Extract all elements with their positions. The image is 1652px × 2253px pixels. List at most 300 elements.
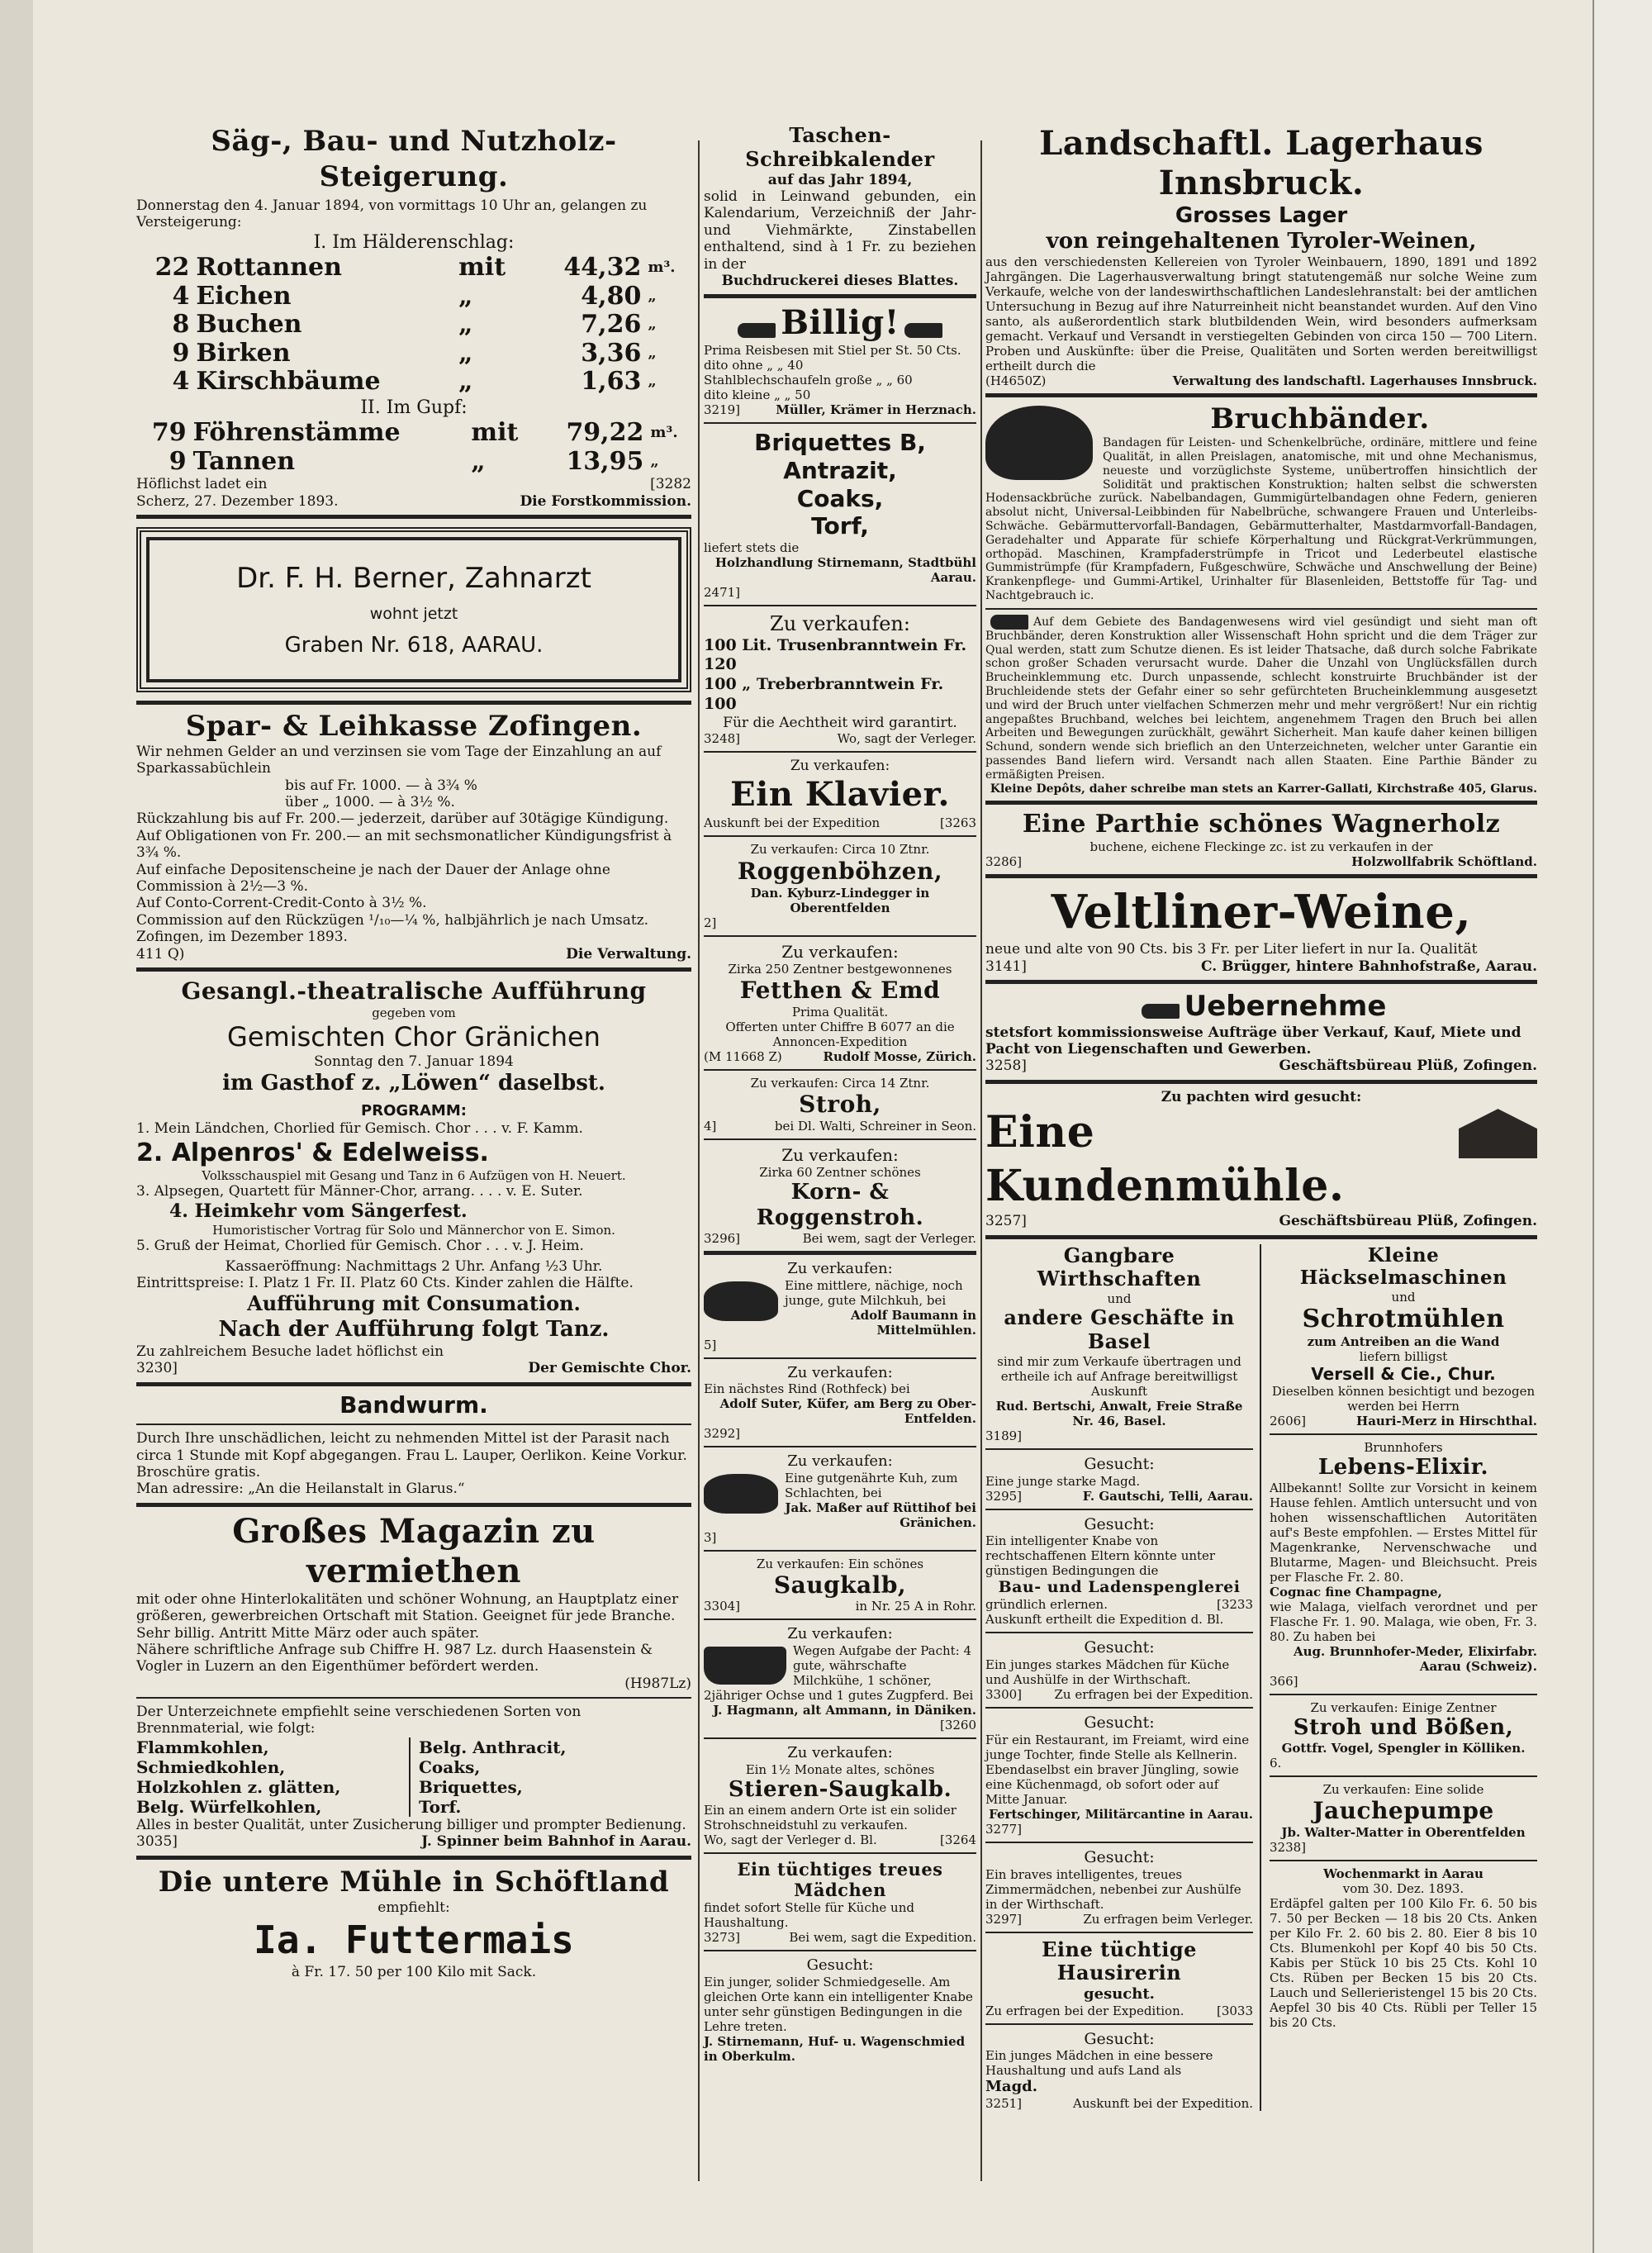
apprentice-title: Bau- und Ladenspenglerei [998, 1578, 1241, 1597]
wagon-wood-ref: 3286] [985, 854, 1023, 870]
veltliner-ad [985, 883, 1537, 975]
brandy-head: Zu verkaufen: [770, 611, 910, 635]
fuel-item: Schmiedkohlen, [136, 1756, 286, 1777]
fuel-item: Briquettes, [419, 1776, 523, 1797]
maid-sign: Bei wem, sagt die Expedition. [789, 1930, 976, 1946]
market-text: Erdäpfel galten per 100 Kilo Fr. 6. 50 bis 7. 50 per Becken — 18 bis 20 Cts. Anken per Kilo Fr. 2. 60 bis 2. 80. Eier 8 bis 10 Cts. Blumenkohl per Kopf 40 bis 50 Cts. Kabis per Stück 10 bis 25 Cts. Kohl 10 Cts. Rüben per Becken 15 bis 20 Cts. Lauch und Sellerieristengel 15 bis 20 Cts. Aepfel 30 bis 40 Cts. Rübli per Teller 15 bis 20 Cts. [1270, 1895, 1537, 2030]
wood-auction-row [136, 448, 691, 477]
milk-cow-head: Zu verkaufen: [787, 1260, 893, 1278]
cheap-line: dito kleine „ „ 50 [704, 387, 811, 403]
wood-auction-row [136, 254, 691, 283]
cheap-ad [704, 303, 976, 417]
wood-auction-mit: „ [471, 446, 486, 476]
piano-text: Auskunft bei der Expedition [704, 815, 881, 831]
fuel-quality: Alles in bester Qualität, unter Zusicherung billiger und prompter Bedienung. [136, 1816, 686, 1833]
cow-ref: 3] [704, 1529, 717, 1545]
chambermaid-head: Gesucht: [1084, 1847, 1155, 1866]
truss-title: Bruchbänder. [1210, 402, 1430, 436]
farm-maid-title: Magd. [985, 2078, 1038, 2096]
savings-bank-sign: Die Verwaltung. [566, 945, 691, 963]
rye-straw-title: Korn- & Roggenstroh. [756, 1179, 924, 1230]
milk-cow-ad [704, 1260, 976, 1352]
waitress-head: Gesucht: [1084, 1713, 1155, 1732]
wood-auction-title: Säg-, Bau- und Nutzholz-Steigerung. [211, 125, 617, 193]
brandy-ref: 3248] [704, 731, 741, 747]
peddler-title: Eine tüchtige Hausirerin [1042, 1937, 1197, 1985]
wood-auction-val: 79,22 [566, 418, 644, 448]
wine-warehouse-title: Landschaftl. Lagerhaus Innsbruck. [1039, 124, 1483, 202]
fuel-ref: 3035] [136, 1833, 178, 1851]
truss-text: Auf dem Gebiete des Bandagenwesens wird viel gesündigt und sieht man oft Bruchbänder, deren Konstruktion aller Wissenschaft Hohn spricht und die dem Träger zur Qual werden, statt zum Schutze dienen. Es ist leider Thatsache, daß durch solche Fabrikate schon großer Schaden verursacht wurde. Daher die Unzahl von Unglücksfällen durch Brucheinklemmung etc. Durch unpassende, schlecht konstruirte Bruchbänder ist der Bruchleidende stets der Gefahr einer so sehr gefürchteten Brucheinklemmung ausgesetzt und wird der Bruch unter vielfachen Schmerzen mehr und mehr vergrößert! Nur ein richtig angepaßtes Bruchband, welches bei leichtem, angenehmem Tragen den Bruch bei allen Arbeiten und Bewegungen zurückhält, gewährt Sicherheit. Man kaufe daher keinen billigen Schund, sondern wende sich brieflich an den Unterzeichneten, welcher unter Garantie ein passendes Band liefern wird. Versandt nach allen Staaten. Eine Parthie Bänder zu ermäßigten Preisen. [985, 615, 1537, 782]
calf-head: Zu verkaufen: Ein schönes [756, 1556, 924, 1571]
divider [985, 1080, 1537, 1084]
apprentice-sign: Auskunft ertheilt die Expedition d. Bl. [985, 1612, 1224, 1628]
piano-head: Zu verkaufen: [790, 758, 890, 775]
warehouse-ad [136, 1512, 691, 1692]
choir-program-item: 1. Mein Ländchen, Chorlied für Gemisch. Chor . . . v. F. Kamm. [136, 1120, 583, 1138]
choir-given: gegeben vom [372, 1005, 456, 1020]
milk-cow-sign: Adolf Baumann in Mittelmühlen. [850, 1307, 976, 1338]
divider [1270, 1433, 1537, 1435]
straw-sign: bei Dl. Walti, Schreiner in Seon. [774, 1118, 976, 1134]
cow-icon [704, 1474, 778, 1514]
piano-ref: [3263 [939, 815, 976, 831]
elixir-head: Brunnhofers [1364, 1439, 1443, 1455]
maid-wanted-head: Gesucht: [1084, 1454, 1155, 1473]
pump-head: Zu verkaufen: Eine solide [1322, 1782, 1484, 1798]
chaff-cutter-and: und [1391, 1289, 1416, 1305]
choir-note: Nach der Aufführung folgt Tanz. [218, 1317, 610, 1343]
straw-ad [704, 1076, 976, 1134]
dentist-ad [136, 527, 691, 692]
cow-ad [704, 1452, 976, 1545]
fuel-item: Holzkohlen z. glätten, [136, 1776, 341, 1797]
divider [704, 1550, 976, 1552]
chambermaid-ad [985, 1848, 1253, 1927]
wood-auction-row [136, 368, 691, 397]
rye-straw-ref: 3296] [704, 1231, 741, 1247]
divider [704, 1357, 976, 1359]
choir-title: Gesangl.-theatralische Aufführung [181, 977, 647, 1005]
rye-straw-ad [704, 1145, 976, 1246]
divider [1270, 1775, 1537, 1777]
hay-ad [704, 942, 976, 1064]
savings-bank-rate: über „ 1000. — à 3½ %. [285, 794, 455, 811]
horse-cart-icon [704, 1647, 786, 1685]
truss-text: Bandagen für Leisten- und Schenkelbrüche, ordinäre, mittlere und feine Qualität, in allen Preislagen, anatomische, mit und ohne Mechanismus, neueste und vorzüglichste Systeme, unübertroffen hinsichtlich der Solidität und praktischen Konstruktion; halten selbst die schwersten Hodensackbrüche zurück. Nabelbandagen, Gummigürtelbandagen ohne Federn, genieren absolut nicht, Universal-Leibbinden für Nabelbrüche, schwangere Frauen und Unterleibs-Schwäche. Gebärmuttervorfall-Bandagen, Gebärmutterhalter, Mastdarmvorfall-Bandagen, Geradehalter und Apparate für schiefe Körperhaltung und Rückgrat-Verkrümmungen, orthopäd. Maschinen, Krampfaderstrümpfe in Tricot und Lederbeutel elastische Gummistrümpfe (für Krampfadern, Fußgeschwüre, Schwäche und Anschwellung der Beine) Krankenpflege- und Gummi-Artikel, Urinhalter für Blasenleiden, Bettstoffe für Tag- und Nachtgebrauch ic. [985, 436, 1537, 602]
cheap-line: Prima Reisbesen mit Stiel per St. 50 Cts. [704, 343, 961, 359]
wood-auction-n: 8 [172, 310, 190, 340]
wine-warehouse-sub: von reingehaltenen Tyroler-Weinen, [1046, 229, 1477, 254]
maid-wanted-ad [985, 1455, 1253, 1504]
maid-wanted-ref: 3295] [985, 1488, 1023, 1504]
calendar-year: auf das Jahr 1894, [767, 171, 913, 188]
straw-ref: 4] [704, 1118, 717, 1134]
hay-ref: (M 11668 Z) [704, 1049, 782, 1065]
briquettes-item: Antrazit, [783, 456, 897, 484]
commission-ref: 3258] [985, 1058, 1027, 1075]
rye-head: Zu verkaufen: Circa 10 Ztnr. [750, 842, 930, 858]
savings-bank-title: Spar- & Leihkasse Zofingen. [185, 710, 643, 744]
choir-program-note: Humoristischer Vortrag für Solo und Männerchor von E. Simon. [212, 1223, 615, 1238]
wood-auction-row [136, 311, 691, 340]
waitress-ref: 3277] [985, 1821, 1023, 1837]
divider [704, 1251, 976, 1255]
calf-sign: in Nr. 25 A in Rohr. [855, 1599, 976, 1614]
wood-auction-unit: „ [648, 287, 657, 305]
market-report [1270, 1866, 1537, 2030]
divider [985, 1932, 1253, 1933]
divider [704, 1138, 976, 1140]
cow-sign: Jak. Maßer auf Rüttihof bei Gränichen. [785, 1500, 976, 1530]
tapeworm-ad [136, 1391, 691, 1498]
savings-bank-text: Wir nehmen Gelder an und verzinsen sie vom Tage der Einzahlung an auf Sparkassabüchlein [136, 743, 662, 777]
kitchen-maid-ad [985, 1638, 1253, 1702]
wood-auction-section: I. Im Hälderenschlag: [313, 231, 515, 253]
heifer-ad [704, 1364, 976, 1442]
mill-sign: Geschäftsbüreau Plüß, Zofingen. [1279, 1213, 1537, 1230]
wood-auction-n: 22 [154, 253, 190, 283]
briquettes-ad [704, 429, 976, 599]
wood-auction-mit: mit [471, 418, 519, 448]
wood-auction-row [136, 419, 691, 448]
calendar-ad [704, 124, 976, 289]
divider [985, 980, 1537, 984]
smith-sign: J. Stirnemann, Huf- u. Wagenschmied in Oberkulm. [704, 2033, 966, 2064]
chambermaid-text: Ein braves intelligentes, treues Zimmermädchen, nebenbei zur Aushülfe in der Wirthschaft. [985, 1866, 1241, 1912]
choir-ad [136, 977, 691, 1377]
cow-head: Zu verkaufen: [787, 1452, 893, 1471]
hay-head: Zu verkaufen: [781, 942, 899, 963]
cow-icon [704, 1281, 778, 1321]
calendar-text: solid in Leinwand gebunden, ein Kalendarium, Verzeichniß der Jahr- und Viehmärkte, Zinstabellen enthaltend, sind à 1 Fr. zu beziehen in der [704, 188, 976, 273]
divider [985, 1448, 1253, 1450]
dentist-address: Graben Nr. 618, AARAU. [284, 633, 544, 658]
brandy-ad [704, 611, 976, 746]
wood-auction-val: 4,80 [581, 281, 642, 311]
wood-auction-mit: „ [458, 367, 473, 397]
chaff-cutter-sign: Versell & Cie., Chur. [1311, 1363, 1496, 1384]
straw-bundles-ad [1270, 1700, 1537, 1771]
wine-warehouse-sub: Grosses Lager [1175, 203, 1348, 228]
cheap-line: dito ohne „ „ 40 [704, 358, 804, 373]
dentist-text: wohnt jetzt [369, 605, 458, 624]
choir-program-item: 4. Heimkehr vom Sängerfest. [169, 1200, 468, 1222]
savings-bank-text: Auf einfache Depositenscheine je nach der Dauer der Anlage ohne Commission à 2½—3 %. [136, 861, 610, 895]
choir-opening: Kassaeröffnung: Nachmittags 2 Uhr. Anfang ½3 Uhr. [225, 1257, 603, 1275]
divider [985, 1509, 1253, 1510]
kitchen-maid-sign: Zu erfragen bei der Expedition. [1054, 1686, 1253, 1702]
divider [136, 1697, 691, 1699]
wood-auction-unit: m³. [650, 424, 678, 442]
choir-ref: 3230] [136, 1360, 178, 1377]
wood-auction-ref: [3282 [650, 476, 691, 493]
peddler-ref: [3033 [1216, 2003, 1253, 2018]
inns-title: Gangbare Wirthschaften [1037, 1243, 1202, 1291]
choir-date: Sonntag den 7. Januar 1894 [314, 1053, 514, 1070]
heifer-ref: 3292] [704, 1426, 741, 1442]
feed-corn-ad [136, 1865, 691, 1981]
wood-auction-unit: „ [648, 316, 657, 334]
fuel-item: Belg. Anthracit, [419, 1737, 567, 1757]
divider [985, 874, 1537, 878]
wood-auction-name: Birken [196, 338, 291, 368]
calf-ref: 3304] [704, 1599, 741, 1614]
divider [985, 2023, 1253, 2025]
wood-auction-mit: „ [458, 310, 473, 340]
choir-sign: Der Gemischte Chor. [528, 1360, 691, 1377]
straw-bundles-ref: 6. [1270, 1756, 1282, 1771]
brandy-line: Für die Aechtheit wird garantirt. [723, 714, 957, 731]
wagon-wood-sign: Holzwollfabrik Schöftland. [1351, 854, 1537, 870]
wood-auction-unit: „ [648, 344, 657, 362]
veltliner-title: Veltliner-Weine, [1051, 885, 1472, 940]
wagon-wood-title: Eine Parthie schönes Wagnerholz [1022, 810, 1501, 839]
column-middle [704, 124, 976, 2064]
tapeworm-title: Bandwurm. [339, 1390, 488, 1419]
wood-auction-val: 13,95 [566, 446, 644, 476]
wood-auction-table [136, 254, 691, 397]
divider [704, 422, 976, 424]
savings-bank-text: Rückzahlung bis auf Fr. 200.— jederzeit, darüber auf 30tägige Kündigung. [136, 810, 669, 828]
wood-auction-table [136, 419, 691, 476]
brandy-line: 100 „ Treberbranntwein Fr. 100 [704, 675, 944, 713]
divider [136, 1856, 691, 1860]
veltliner-ref: 3141] [985, 958, 1027, 975]
feed-corn-sub: empfiehlt: [377, 1899, 450, 1917]
wood-auction-row [136, 283, 691, 311]
wood-auction-name: Buchen [196, 310, 302, 340]
column-rule [980, 140, 982, 2181]
wine-warehouse-ad [985, 124, 1537, 388]
apprentice-ref: [3233 [1216, 1597, 1253, 1613]
savings-bank-text: Commission auf den Rückzügen ¹/₁₀—¼ %, halbjährlich je nach Umsatz. [136, 911, 649, 929]
divider [136, 967, 691, 972]
chaff-cutter-text: liefern billigst [1359, 1348, 1448, 1364]
divider [985, 801, 1537, 805]
milk-cow-ref: 5] [704, 1337, 717, 1352]
chambermaid-sign: Zu erfragen beim Verleger. [1083, 1911, 1253, 1927]
cheap-ref: 3219] [704, 402, 741, 418]
wood-auction-section: II. Im Gupf: [360, 397, 468, 418]
chaff-cutter-sub: zum Antreiben an die Wand [1307, 1333, 1500, 1349]
waitress-text: Für ein Restaurant, im Freiamt, wird eine junge Tochter, finde Stelle als Kellnerin. Ebendaselbst ein braver Jüngling, sowie eine Küchenmagd, ob sofort oder auf Mitte Januar. [985, 1732, 1250, 1807]
fuel-item: Belg. Würfelkohlen, [136, 1796, 322, 1817]
briquettes-text: liefert stets die [704, 539, 800, 555]
tapeworm-address: Man adressire: „An die Heilanstalt in Glarus.“ [136, 1481, 465, 1498]
mill-ad [985, 1089, 1537, 1230]
chaff-cutter-title: Kleine Häckselmaschinen [1299, 1243, 1507, 1290]
lease-ad [704, 1625, 976, 1733]
apprentice-head: Gesucht: [1084, 1514, 1155, 1533]
wood-auction-sign: Die Forstkommission. [520, 492, 691, 510]
rye-sign: Dan. Kyburz-Lindegger in Oberentfelden [750, 886, 930, 916]
warehouse-ref: (H987Lz) [624, 1675, 691, 1692]
wood-auction-unit: „ [650, 452, 659, 470]
divider [985, 608, 1537, 610]
maid-title: Ein tüchtiges treues Mädchen [737, 1858, 943, 1900]
apprentice-text: Ein intelligenter Knabe von rechtschaffenen Eltern könnte unter günstigen Bedingungen die [985, 1533, 1216, 1579]
apprentice-ad [985, 1515, 1253, 1628]
pointing-hand-icon [904, 323, 942, 338]
choir-program-item: 5. Gruß der Heimat, Chorlied für Gemisch. Chor . . . v. J. Heim. [136, 1238, 584, 1255]
calendar-place: Buchdruckerei dieses Blattes. [721, 272, 959, 289]
wagon-wood-ad [985, 810, 1537, 869]
elixir-text: wie Malaga, vielfach verordnet und per Flasche Fr. 1. 90. Malaga, wie oben, Fr. 3. 80. Zu haben bei [1270, 1599, 1537, 1644]
pump-sign: Jb. Walter-Matter in Oberentfelden [1281, 1824, 1526, 1840]
divider [704, 1446, 976, 1447]
choir-program-item: 2. Alpenros' & Edelweiss. [136, 1138, 489, 1167]
divider [985, 1842, 1253, 1843]
waitress-sign: Fertschinger, Militärcantine in Aarau. [989, 1806, 1253, 1822]
briquettes-item: Briquettes B, [754, 429, 926, 457]
fuel-sign: J. Spinner beim Bahnhof in Aarau. [421, 1833, 691, 1851]
farm-maid-sign: Auskunft bei der Expedition. [1073, 2096, 1253, 2112]
pointing-hand-icon [738, 323, 776, 338]
divider [704, 294, 976, 298]
maid-text: findet sofort Stelle für Küche und Haushaltung. [704, 1900, 914, 1931]
divider [136, 515, 691, 519]
wood-auction-val: 7,26 [581, 310, 642, 340]
divider [985, 1632, 1253, 1633]
chaff-cutter-sign: Hauri-Merz in Hirschthal. [1356, 1413, 1537, 1428]
heifer-text: Ein nächstes Rind (Rothfeck) bei [704, 1381, 910, 1397]
hay-text: Zirka 250 Zentner bestgewonnenes [728, 962, 952, 977]
hay-sign: Rudolf Mosse, Zürich. [823, 1049, 976, 1065]
bull-calf-title: Stieren-Saugkalb. [728, 1776, 952, 1802]
divider [985, 393, 1537, 397]
briquettes-item: Torf, [811, 512, 869, 540]
wood-auction-name: Rottannen [196, 253, 342, 283]
feed-corn-title: Die untere Mühle in Schöftland [158, 1865, 670, 1899]
peddler-sub: gesucht. [1084, 1985, 1155, 2003]
divider [704, 1737, 976, 1739]
warehouse-text: mit oder ohne Hinterlokalitäten und schöner Wohnung, an Hauptplatz einer größeren, gewerbreichen Ortschaft mit Station. Geeignet für jede Branche. Sehr billig. Antritt Mitte März oder auch später. [136, 1590, 679, 1642]
brandy-line: 100 Lit. Trusenbranntwein Fr. 120 [704, 635, 967, 674]
rye-ref: 2] [704, 915, 717, 931]
mill-ref: 3257] [985, 1213, 1027, 1230]
bull-calf-text: Ein 1½ Monate altes, schönes [745, 1761, 935, 1777]
wood-auction-ad [136, 124, 691, 510]
wood-auction-val: 44,32 [563, 253, 642, 283]
mill-head: Zu pachten wird gesucht: [1161, 1088, 1362, 1105]
divider [136, 1382, 691, 1386]
bull-calf-ad [704, 1744, 976, 1847]
calendar-title: Taschen-Schreibkalender [745, 123, 935, 171]
choir-name: Gemischten Chor Gränichen [227, 1020, 601, 1053]
pump-title: Jauchepumpe [1313, 1797, 1494, 1825]
maid-wanted-text: Eine junge starke Magd. [985, 1473, 1141, 1489]
inns-title: andere Geschäfte in Basel [1004, 1305, 1235, 1353]
straw-bundles-head: Zu verkaufen: Einige Zentner [1310, 1699, 1497, 1715]
wagon-wood-text: buchene, eichene Fleckinge zc. ist zu verkaufen in der [1089, 839, 1433, 855]
piano-title: Ein Klavier. [730, 775, 950, 815]
choir-invite: Zu zahlreichem Besuche ladet höflichst ein [136, 1343, 444, 1360]
rye-straw-text: Zirka 60 Zentner schönes [759, 1164, 921, 1180]
divider [1270, 1694, 1537, 1695]
divider [1270, 1860, 1537, 1861]
rye-straw-sign: Bei wem, sagt der Verleger. [802, 1231, 976, 1247]
lease-sign: J. Hagmann, alt Ammann, in Däniken. [713, 1703, 976, 1718]
fuel-item: Coaks, [419, 1756, 481, 1777]
peddler-text: Zu erfragen bei der Expedition. [985, 2003, 1184, 2018]
choir-program-item: 3. Alpsegen, Quartett für Männer-Chor, arrang. . . . v. E. Suter. [136, 1183, 583, 1200]
bull-calf-head: Zu verkaufen: [787, 1744, 893, 1762]
wood-auction-name: Föhrenstämme [192, 418, 401, 448]
fuel-list [136, 1737, 409, 1817]
column-left [136, 124, 691, 1980]
divider [136, 1503, 691, 1507]
inns-sign: Rud. Bertschi, Anwalt, Freie Straße Nr. 46, Basel. [995, 1398, 1243, 1428]
savings-bank-ref: 411 Q) [136, 945, 185, 963]
wood-auction-n: 9 [169, 446, 187, 476]
lease-head: Zu verkaufen: [787, 1625, 893, 1643]
inns-text: sind mir zum Verkaufe übertragen und ertheile ich auf Anfrage bereitwilligst Auskunft [997, 1353, 1241, 1399]
choir-program-note: Volksschauspiel mit Gesang und Tanz in 6 Aufzügen von H. Neuert. [202, 1168, 626, 1184]
divider [704, 935, 976, 937]
bull-calf-text: Ein an einem andern Orte ist ein solider Strohschneidstuhl zu verkaufen. [704, 1802, 957, 1832]
pointing-hand-icon [990, 615, 1028, 630]
elixir-ref: 366] [1270, 1673, 1298, 1689]
wine-warehouse-sign: Verwaltung des landschaftl. Lagerhauses Innsbruck. [1172, 373, 1537, 389]
milk-cow-text: Eine mittlere, nächige, noch junge, gute Milchkuh, bei [785, 1277, 963, 1308]
feed-corn-price: à Fr. 17. 50 per 100 Kilo mit Sack. [291, 1964, 537, 1981]
divider [704, 1852, 976, 1854]
lease-text: Wegen Aufgabe der Pacht: 4 gute, währschafte Milchkühe, 1 schöner, 2jähriger Ochse und 1 gutes Zugpferd. Bei [704, 1643, 974, 1704]
farm-maid-ad [985, 2030, 1253, 2111]
straw-title: Stroh, [799, 1091, 881, 1119]
rye-ad [704, 842, 976, 930]
commission-text: stetsfort kommissionsweise Aufträge über Verkauf, Kauf, Miete und Pacht von Liegenschaften und Gewerben. [985, 1024, 1521, 1058]
wood-auction-invite: Höflichst ladet ein [136, 476, 268, 493]
wood-auction-n: 4 [172, 367, 190, 397]
veltliner-text: neue und alte von 90 Cts. bis 3 Fr. per Liter liefert in nur Ia. Qualität [985, 941, 1478, 958]
wood-auction-n: 9 [172, 338, 190, 368]
wood-auction-place: Scherz, 27. Dezember 1893. [136, 492, 339, 510]
wood-auction-mit: „ [458, 338, 473, 368]
wood-auction-name: Eichen [196, 281, 292, 311]
cheap-line: Stahlblechschaufeln große „ „ 60 [704, 373, 913, 388]
wood-auction-n: 4 [172, 281, 190, 311]
truss-ad [985, 402, 1537, 796]
lease-ref: [3260 [939, 1718, 976, 1733]
wood-auction-unit: m³. [648, 259, 676, 277]
tapeworm-text: Durch Ihre unschädlichen, leicht zu nehmenden Mittel ist der Parasit nach circa 1 Stunde mit Kopf abgegangen. Frau L. Lauper, Oerlikon. Keine Vorkur. Broschüre gratis. [136, 1430, 687, 1481]
wood-auction-name: Kirschbäume [196, 367, 381, 397]
smith-head: Gesucht: [806, 1956, 874, 1975]
divider [704, 751, 976, 753]
pump-ref: 3238] [1270, 1839, 1307, 1855]
kitchen-maid-head: Gesucht: [1084, 1638, 1155, 1657]
wood-auction-mit: „ [458, 281, 473, 311]
cheap-title: Billig! [781, 303, 900, 343]
elixir-ad [1270, 1440, 1537, 1689]
farm-maid-head: Gesucht: [1084, 2029, 1155, 2048]
divider [704, 1950, 976, 1951]
savings-bank-place: Zofingen, im Dezember 1893. [136, 929, 348, 946]
market-title: Wochenmarkt in Aarau [1323, 1866, 1483, 1881]
farm-maid-ref: 3251] [985, 2096, 1023, 2112]
waitress-ad [985, 1714, 1253, 1837]
commission-sign: Geschäftsbüreau Plüß, Zofingen. [1279, 1058, 1537, 1075]
savings-bank-ad [136, 710, 691, 963]
column-right [985, 124, 1537, 2111]
calf-title: Saugkalb, [773, 1571, 907, 1599]
straw-bundles-sign: Gottfr. Vogel, Spengler in Kölliken. [1281, 1741, 1526, 1756]
piano-ad [704, 758, 976, 830]
wine-warehouse-text: aus den verschiedensten Kellereien von Tyroler Weinbauern, 1890, 1891 und 1892 Jahrgängen. Die Lagerhausverwaltung bringt statutengemäß nur solche Weine zum Verkaufe, welche von der landeswirthschaftlichen Landeslehranstalt: bei der amtlichen Untersuchung in Bezug auf ihre Naturreinheit nicht beanstandet wurden. Auf den Vino santo, als außerordentlich stark blutbildenden Wein, wird besonders aufmerksam gemacht. Verkauf und Versandt in verstiegelten Gebinden von circa 150 — 700 Litern. Proben und Auskünfte: über die Preise, Qualitäten und Sorten werden bereitwilligst ertheilt durch die [985, 254, 1537, 374]
elixir-title: Lebens-Elixir. [1317, 1454, 1489, 1480]
